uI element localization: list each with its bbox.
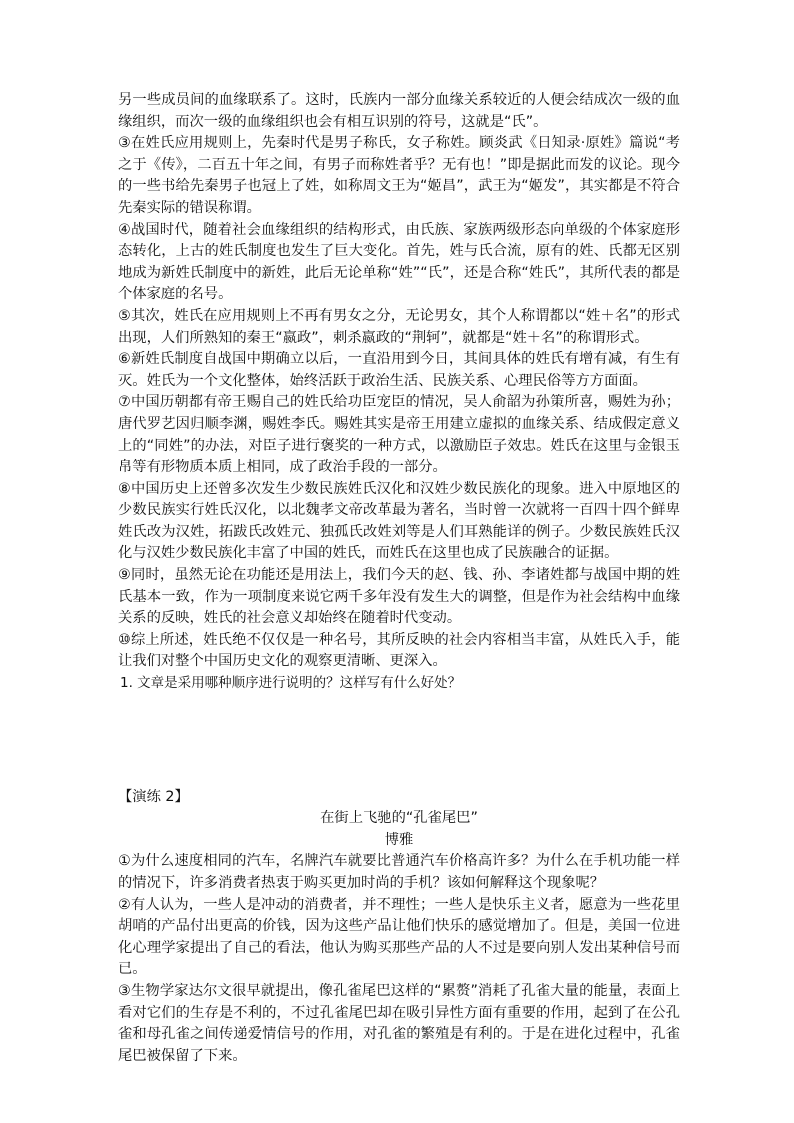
article-paragraph-1: ①为什么速度相同的汽车，名牌汽车就要比普通汽车价格高许多？为什么在手机功能一样的情况下，许多消费者热衷于购买更加时尚的手机？该如何解释这个现象呢？ (118, 853, 680, 891)
answer-space (118, 695, 680, 787)
paragraph-continuation: 另一些成员间的血缘联系了。这时，氏族内一部分血缘关系较近的人便会结成次一级的血缘组织，而次一级的血缘组织也会有相互识别的符号，这就是“氏”。 (118, 92, 680, 130)
paragraph-10: ⑩综上所述，姓氏绝不仅仅是一种名号，其所反映的社会内容相当丰富，从姓氏入手，能让我们对整个中国历史文化的观察更清晰、更深入。 (118, 631, 680, 670)
article-paragraph-3: ③生物学家达尔文很早就提出，像孔雀尾巴这样的“累赘”消耗了孔雀大量的能量，表面上看对它们的生存是不利的，不过孔雀尾巴却在吸引异性方面有重要的作用，起到了在公孔雀和母孔雀之间传递爱情信号的作用，对孔雀的繁殖是有利的。于是在进化过程中，孔雀尾巴被保留了下来。 (118, 982, 680, 1064)
paragraph-9: ⑨同时，虽然无论在功能还是用法上，我们今天的赵、钱、孙、李诸姓都与战国中期的姓氏基本一致，作为一项制度来说它两千多年没有发生大的调整，但是作为社会结构中血缘关系的反映，姓氏的社会意义却始终在随着时代变动。 (118, 567, 680, 627)
question-1: 1. 文章是采用哪种顺序进行说明的？这样写有什么好处？ (120, 675, 462, 692)
exercise-heading: 【演练 2】 (118, 788, 189, 805)
article-author: 博雅 (384, 831, 414, 848)
paragraph-6: ⑥新姓氏制度自战国中期确立以后，一直沿用到今日，其间具体的姓氏有增有减，有生有灭。姓氏为一个文化整体，始终活跃于政治生活、民族关系、心理民俗等方方面面。 (118, 351, 680, 389)
paragraph-3: ③在姓氏应用规则上，先秦时代是男子称氏，女子称姓。顾炎武《日知录·原姓》篇说“考之于《传》，二百五十年之间，有男子而称姓者乎？无有也！”即是据此而发的议论。现今的一些书给先秦男子也冠上了姓，如称周文王为“姬昌”，武王为“姬发”，其实都是不符合先秦实际的错误称谓。 (118, 135, 680, 216)
paragraph-5: ⑤其次，姓氏在应用规则上不再有男女之分，无论男女，其个人称谓都以“姓＋名”的形式出现，人们所熟知的秦王“嬴政”，刺杀嬴政的“荆轲”，就都是“姓＋名”的称谓形式。 (118, 307, 680, 346)
article-paragraph-2: ②有人认为，一些人是冲动的消费者，并不理性；一些人是快乐主义者，愿意为一些花里胡哨的产品付出更高的价钱，因为这些产品让他们快乐的感觉增加了。但是，美国一位进化心理学家提出了自己的看法，他认为购买那些产品的人不过是要向别人发出某种信号而已。 (118, 896, 680, 978)
document-page (118, 90, 680, 1067)
paragraph-7: ⑦中国历朝都有帝王赐自己的姓氏给功臣宠臣的情况，吴人俞韶为孙策所喜，赐姓为孙；唐代罗艺因归顺李渊，赐姓李氏。赐姓其实是帝王用建立虚拟的血缘关系、结成假定意义上的“同姓”的办法，对臣子进行褒奖的一种方式，以激励臣子效忠。姓氏在这里与金银玉帛等有形物质本质上相同，成了政治手段的一部分。 (118, 394, 680, 476)
paragraph-8: ⑧中国历史上还曾多次发生少数民族姓氏汉化和汉姓少数民族化的现象。进入中原地区的少数民族实行姓氏汉化，以北魏孝文帝改革最为著名，当时曾一次就将一百四十四个鲜卑姓氏改为汉姓，拓跋氏改姓元、独孤氏改姓刘等是人们耳熟能详的例子。少数民族姓氏汉化与汉姓少数民族化丰富了中国的姓氏，而姓氏在这里也成了民族融合的证据。 (118, 480, 680, 562)
paragraph-4: ④战国时代，随着社会血缘组织的结构形式，由氏族、家族两级形态向单级的个体家庭形态转化，上古的姓氏制度也发生了巨大变化。首先，姓与氏合流，原有的姓、氏都无区别地成为新姓氏制度中的新姓，此后无论单称“姓”“氏”，还是合称“姓氏”，其所代表的都是个体家庭的名号。 (118, 221, 680, 303)
article-title: 在街上飞驰的“孔雀尾巴” (320, 810, 478, 827)
